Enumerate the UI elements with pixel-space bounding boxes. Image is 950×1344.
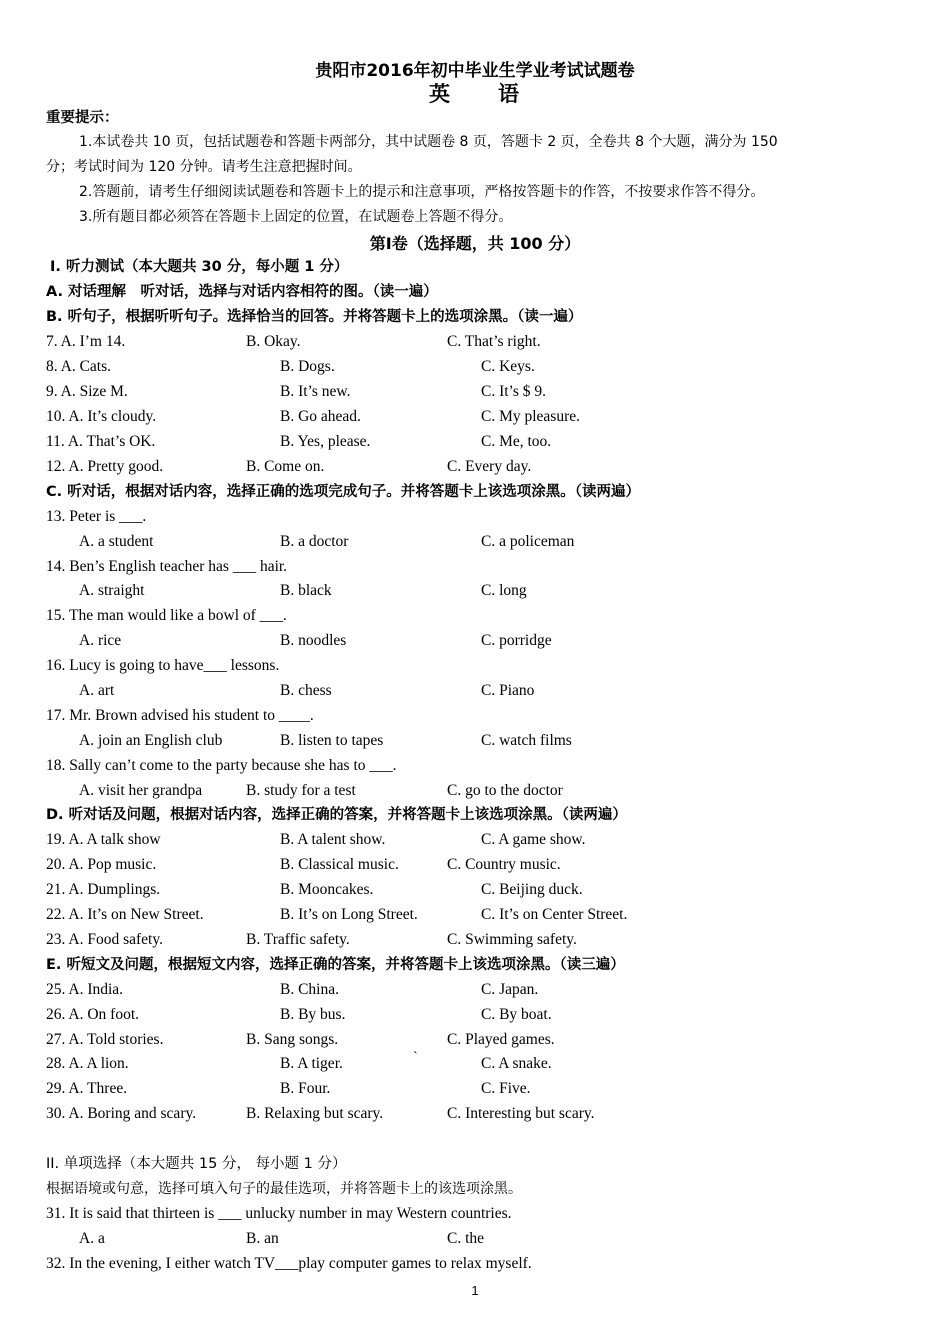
option-c: C. A snake. bbox=[481, 1055, 552, 1072]
option-c: C. Keys. bbox=[481, 358, 535, 375]
option-a: 8. A. Cats. bbox=[46, 358, 112, 375]
option-b: B. a doctor bbox=[280, 533, 349, 550]
option-a: A. a student bbox=[79, 533, 154, 550]
question-18-stem: 18. Sally can’t come to the party because she has to ___. bbox=[46, 757, 397, 774]
option-a: 7. A. I’m 14. bbox=[46, 333, 126, 350]
option-c: C. a policeman bbox=[481, 533, 575, 550]
option-c: C. porridge bbox=[481, 632, 552, 649]
option-c: C. Played games. bbox=[447, 1031, 555, 1048]
section-a-heading: A. 对话理解 听对话，选择与对话内容相符的图。（读一遍） bbox=[46, 284, 438, 300]
option-c: C. the bbox=[447, 1230, 485, 1247]
section-c-heading: C. 听对话，根据对话内容，选择正确的选项完成句子。并将答题卡上该选项涂黑。（读两遍） bbox=[46, 484, 640, 500]
option-a: 27. A. Told stories. bbox=[46, 1031, 164, 1048]
page-number: 1 bbox=[471, 1283, 479, 1298]
option-c: C. long bbox=[481, 582, 527, 599]
option-a: 25. A. India. bbox=[46, 981, 124, 998]
option-c: C. Every day. bbox=[447, 458, 532, 475]
option-b: B. Sang songs. bbox=[246, 1031, 339, 1048]
question-32-stem: 32. In the evening, I either watch TV___play computer games to relax myself. bbox=[46, 1255, 532, 1272]
question-15-stem: 15. The man would like a bowl of ___. bbox=[46, 607, 287, 624]
option-c: C. By boat. bbox=[481, 1006, 552, 1023]
option-c: C. Japan. bbox=[481, 981, 539, 998]
option-a: 12. A. Pretty good. bbox=[46, 458, 164, 475]
option-a: A. rice bbox=[79, 632, 122, 649]
option-b: B. It’s on Long Street. bbox=[280, 906, 418, 923]
option-a: 29. A. Three. bbox=[46, 1080, 128, 1097]
option-c: C. A game show. bbox=[481, 831, 586, 848]
option-b: B. Dogs. bbox=[280, 358, 335, 375]
option-c: C. Interesting but scary. bbox=[447, 1105, 595, 1122]
option-b: B. Okay. bbox=[246, 333, 301, 350]
notice-heading: 重要提示： bbox=[46, 110, 119, 126]
option-c: C. It’s $ 9. bbox=[481, 383, 547, 400]
part-one-title: 第Ⅰ卷（选择题，共 100 分） bbox=[369, 234, 581, 253]
section-2-heading: II. 单项选择（本大题共 15 分， 每小题 1 分） bbox=[46, 1156, 347, 1172]
option-a: 22. A. It’s on New Street. bbox=[46, 906, 204, 923]
option-a: 20. A. Pop music. bbox=[46, 856, 157, 873]
option-a: 21. A. Dumplings. bbox=[46, 881, 161, 898]
option-c: C. go to the doctor bbox=[447, 782, 563, 799]
option-b: B. Traffic safety. bbox=[246, 931, 350, 948]
option-b: B. Classical music. bbox=[280, 856, 399, 873]
option-b: B. Yes, please. bbox=[280, 433, 371, 450]
question-14-stem: 14. Ben’s English teacher has ___ hair. bbox=[46, 558, 288, 575]
option-a: 26. A. On foot. bbox=[46, 1006, 139, 1023]
option-a: A. visit her grandpa bbox=[79, 782, 203, 799]
notice-item-2: 2.答题前，请考生仔细阅读试题卷和答题卡上的提示和注意事项，严格按答题卡的作答，不按要求作答不得分。 bbox=[79, 184, 765, 200]
option-b: B. Come on. bbox=[246, 458, 325, 475]
option-c: C. It’s on Center Street. bbox=[481, 906, 628, 923]
question-13-stem: 13. Peter is ___. bbox=[46, 508, 147, 525]
option-b: B. Relaxing but scary. bbox=[246, 1105, 384, 1122]
option-c: C. Me, too. bbox=[481, 433, 552, 450]
stray-mark: ` bbox=[413, 1050, 418, 1065]
option-c: C. My pleasure. bbox=[481, 408, 581, 425]
option-c: C. watch films bbox=[481, 732, 572, 749]
option-b: B. A tiger. bbox=[280, 1055, 343, 1072]
option-c: C. That’s right. bbox=[447, 333, 541, 350]
option-a: 19. A. A talk show bbox=[46, 831, 161, 848]
notice-item-3: 3.所有题目都必须答在答题卡上固定的位置，在试题卷上答题不得分。 bbox=[79, 209, 513, 225]
subject-title: 英 语 bbox=[429, 82, 521, 106]
option-b: B. By bus. bbox=[280, 1006, 346, 1023]
listening-heading: Ⅰ. 听力测试（本大题共 30 分，每小题 1 分） bbox=[50, 259, 349, 275]
option-b: B. study for a test bbox=[246, 782, 356, 799]
option-b: B. an bbox=[246, 1230, 279, 1247]
option-b: B. A talent show. bbox=[280, 831, 386, 848]
option-a: 23. A. Food safety. bbox=[46, 931, 163, 948]
option-b: B. noodles bbox=[280, 632, 347, 649]
option-b: B. It’s new. bbox=[280, 383, 351, 400]
option-b: B. Four. bbox=[280, 1080, 331, 1097]
notice-item-1-cont: 分；考试时间为 120 分钟。请考生注意把握时间。 bbox=[46, 159, 362, 175]
option-a: A. join an English club bbox=[79, 732, 223, 749]
option-b: B. chess bbox=[280, 682, 332, 699]
option-b: B. Mooncakes. bbox=[280, 881, 374, 898]
option-a: 11. A. That’s OK. bbox=[46, 433, 156, 450]
section-2-instruction: 根据语境或句意，选择可填入句子的最佳选项，并将答题卡上的该选项涂黑。 bbox=[46, 1181, 522, 1197]
section-e-heading: E. 听短文及问题，根据短文内容，选择正确的答案，并将答题卡上该选项涂黑。（读三遍） bbox=[46, 957, 625, 973]
option-c: C. Five. bbox=[481, 1080, 531, 1097]
option-b: B. China. bbox=[280, 981, 339, 998]
option-a: 10. A. It’s cloudy. bbox=[46, 408, 157, 425]
question-16-stem: 16. Lucy is going to have___ lessons. bbox=[46, 657, 280, 674]
question-17-stem: 17. Mr. Brown advised his student to ____. bbox=[46, 707, 314, 724]
option-a: A. straight bbox=[79, 582, 145, 599]
section-b-heading: B. 听句子，根据听听句子。选择恰当的回答。并将答题卡上的选项涂黑。（读一遍） bbox=[46, 309, 583, 325]
option-a: 28. A. A lion. bbox=[46, 1055, 129, 1072]
section-d-heading: D. 听对话及问题，根据对话内容，选择正确的答案，并将答题卡上该选项涂黑。（读两遍） bbox=[46, 807, 627, 823]
option-a: A. a bbox=[79, 1230, 105, 1247]
option-a: 9. A. Size M. bbox=[46, 383, 128, 400]
question-31-stem: 31. It is said that thirteen is ___ unlucky number in may Western countries. bbox=[46, 1205, 512, 1222]
option-b: B. Go ahead. bbox=[280, 408, 361, 425]
option-b: B. black bbox=[280, 582, 332, 599]
option-b: B. listen to tapes bbox=[280, 732, 384, 749]
option-c: C. Swimming safety. bbox=[447, 931, 577, 948]
option-c: C. Piano bbox=[481, 682, 535, 699]
notice-item-1: 1.本试卷共 10 页，包括试题卷和答题卡两部分，其中试题卷 8 页，答题卡 2 页，全卷共 8 个大题，满分为 150 bbox=[79, 134, 778, 150]
option-a: 30. A. Boring and scary. bbox=[46, 1105, 197, 1122]
option-c: C. Country music. bbox=[447, 856, 561, 873]
exam-title: 贵阳市2016年初中毕业生学业考试试题卷 bbox=[315, 61, 635, 81]
option-a: A. art bbox=[79, 682, 115, 699]
option-c: C. Beijing duck. bbox=[481, 881, 583, 898]
